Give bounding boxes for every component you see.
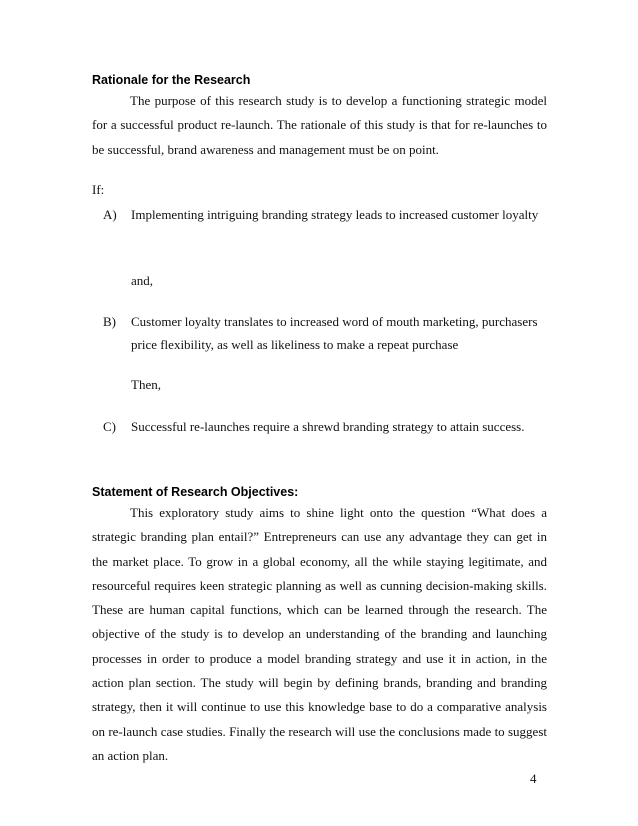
- list-item-letter-c: C): [103, 419, 116, 434]
- paragraph-objectives: [92, 501, 547, 768]
- list-item-text-a: Implementing intriguing branding strategy leads to increased customer loyalty: [131, 207, 539, 222]
- list-item-text-b: Customer loyalty translates to increased word of mouth marketing, purchasers price flexibility, as well as likeliness to make a repeat purchase: [131, 314, 538, 352]
- paragraph-objectives-text: This exploratory study aims to shine light onto the question “What does a strategic branding plan entail?” Entrepreneurs can use any advantage they can get in the market place. To grow in a global economy, all the while staying legitimate, and resourceful requires keen strategic planning as well as cunning decision-making skills. These are human capital functions, which can be learned through the research. The objective of the study is to develop an understanding of the branding and launching processes in order to produce a model branding strategy and use it in action, in the action plan section. The study will begin by defining brands, branding and branding strategy, then it will continue to use this knowledge base to do a comparative analysis on re-launch case studies. Finally the research will use the conclusions made to suggest an action plan.: [92, 505, 547, 763]
- connector-and: and,: [131, 273, 154, 288]
- section-heading-objectives: Statement of Research Objectives:: [92, 485, 299, 499]
- list-item-letter-a: A): [103, 207, 117, 222]
- list-item-text-c: Successful re-launches require a shrewd branding strategy to attain success.: [131, 419, 525, 434]
- paragraph-rationale: [92, 89, 547, 162]
- paragraph-rationale-text: The purpose of this research study is to develop a functioning strategic model for a successful product re-launch. The rationale of this study is that for re-launches to be successful, brand awareness and management must be on point.: [92, 93, 547, 157]
- section-heading-rationale: Rationale for the Research: [92, 73, 251, 87]
- page-number: 4: [530, 771, 537, 786]
- list-item-letter-b: B): [103, 314, 116, 329]
- connector-then: Then,: [131, 377, 161, 392]
- if-label: If:: [92, 182, 105, 197]
